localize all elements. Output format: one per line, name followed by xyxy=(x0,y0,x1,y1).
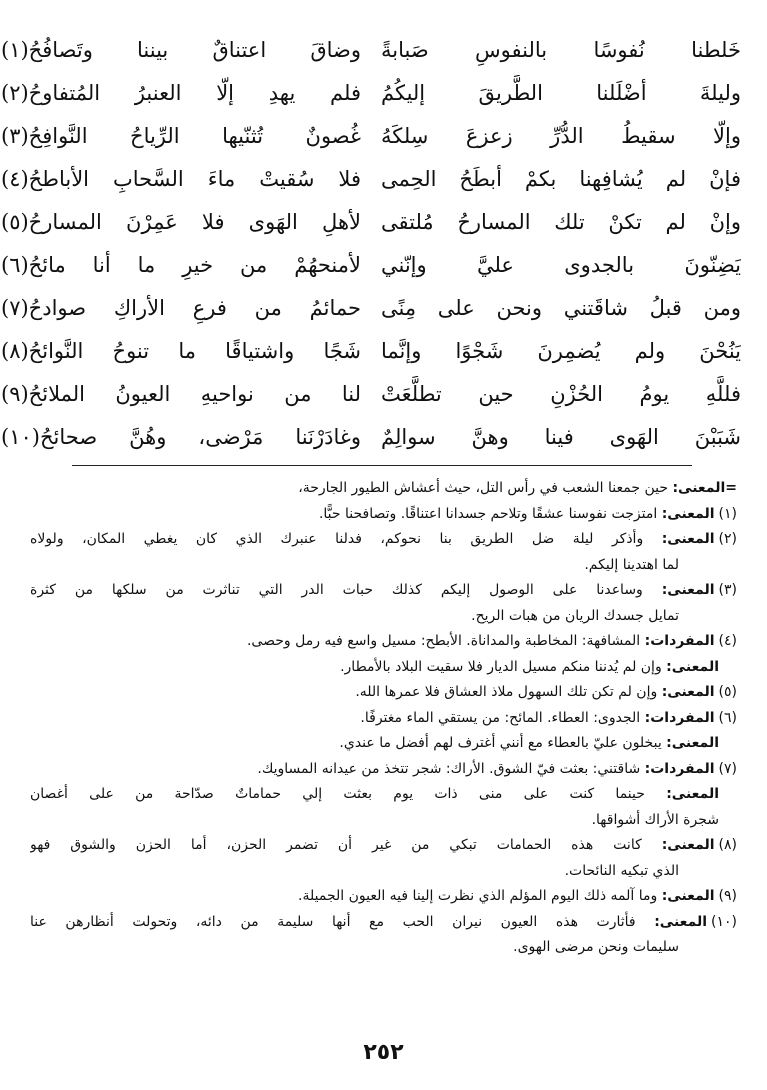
footnote-text: وساعدنا على الوصول إليكم كذلك حبات الدر التي تناثرت من سلكها من كثرة xyxy=(30,582,643,598)
footnote-line xyxy=(30,910,737,936)
verse-second-half: شَجًا واشتياقًا ما تنوحُ النَّوائحُ(٨) xyxy=(1,339,361,363)
footnote-text: شجرة الأراك أشواقها. xyxy=(591,811,719,828)
footnote-line xyxy=(30,629,737,655)
footnote-line xyxy=(30,502,737,528)
footnote-text: كانت هذه الحمامات تبكي من غير أن تضمر الحزن، أما الحزن والشوق فهو xyxy=(30,837,642,853)
verse-second-half: حمائمُ من فرعِ الأراكِ صوادحُ(٧) xyxy=(1,296,361,320)
verse-second-half: وغادَرْنَنا مَرْضى، وهُنَّ صحائحُ(١٠) xyxy=(1,425,361,449)
footnote-line xyxy=(30,833,737,859)
footnote-text: سليمات ونحن مرضى الهوى. xyxy=(513,939,679,955)
footnote-label: المعنى: xyxy=(661,837,715,853)
verse-second-half: غُصونٌ تُثنّيها الرِّياحُ النَّوافِحُ(٣) xyxy=(1,124,361,148)
footnote-line xyxy=(30,782,737,808)
footnote-label: =المعنى: xyxy=(672,480,737,496)
footnote-text: يبخلون عليّ بالعطاء مع أنني أغترف لهم أفضل ما عندي. xyxy=(339,735,662,751)
footnote-text: حين جمعنا الشعب في رأس التل، حيث أعشاش الطيور الجارحة، xyxy=(298,480,668,496)
footnote-label: المعنى: xyxy=(654,913,708,930)
footnote-number: (١) xyxy=(718,505,737,522)
footnote-number: (٦) xyxy=(718,709,737,726)
footnote-label: المعنى: xyxy=(666,786,720,802)
footnote-text: وإن لم يُدننا منكم مسيل الديار فلا سقيت البلاد بالأمطار. xyxy=(340,658,662,675)
footnote-text: وما آلمه ذلك اليوم المؤلم الذي نظرت إلينا فيه العيون الجميلة. xyxy=(298,888,658,904)
verse-second-half: لنا من نواحيهِ العيونُ الملائحُ(٩) xyxy=(1,382,361,406)
footnote-number: (١٠) xyxy=(711,913,737,930)
footnote-text: الجدوى: العطاء. المائح: من يستقي الماء مغترفًا. xyxy=(360,709,641,726)
footnote-number: (٥) xyxy=(718,684,737,700)
verse-first-half: وليلةَ أضْلَلنا الطَّريقَ إليكُمُ xyxy=(381,81,741,105)
verse-first-half: وإلّا سقيطُ الدُّرِّ زعزعَ سِلكَهُ xyxy=(381,124,741,148)
footnote-label: المفردات: xyxy=(644,760,715,777)
page-number: ٢٥٢ xyxy=(363,1040,404,1065)
verse-first-half: يَنُحْنَ ولم يُضمِرنَ شَجْوًا وإنَّما xyxy=(381,339,741,363)
footnote-label: المعنى: xyxy=(666,735,719,751)
verse-second-half: فلم يهدِ إلّا العنبرُ المُتفاوحُ(٢) xyxy=(1,81,361,105)
footnote-line xyxy=(30,680,737,706)
footnote-line xyxy=(30,527,737,553)
footnote-label: المعنى: xyxy=(661,531,715,547)
footnote-label: المفردات: xyxy=(644,709,715,726)
verse-first-half: فللَّهِ يومُ الحُزْنِ حين تطلَّعَتْ xyxy=(381,382,741,406)
footnote-label: المعنى: xyxy=(666,658,719,675)
footnote-line xyxy=(30,884,737,910)
footnote-text: وإن لم تكن تلك السهول ملاذ العشاق فلا عمرها الله. xyxy=(355,684,658,700)
verse-first-half: خَلطنا نُفوسًا بالنفوسِ صَبابةً xyxy=(381,38,741,62)
footnote-text: لما اهتدينا إليكم. xyxy=(584,556,679,573)
footnote-text: حينما كنت على منى ذات يوم بعثت إلي حماماتٌ صدّاحة من على أغصان xyxy=(30,786,645,802)
footnote-line xyxy=(30,604,737,630)
footnote-number: (٢) xyxy=(718,531,737,547)
verse-second-half: وضاقَ اعتناقٌ بيننا وتَصافُحُ(١) xyxy=(1,38,361,62)
footnote-text: امتزجت نفوسنا عشقًا وتلاحم جسدانا اعتناقًا. وتصافحنا حبًّا. xyxy=(318,505,658,522)
footnotes xyxy=(30,476,737,961)
footnote-line xyxy=(30,578,737,604)
footnote-divider xyxy=(72,465,692,466)
footnote-line xyxy=(30,706,737,732)
footnote-text: وأذكر ليلة ضل الطريق بنا نحوكم، فدلنا عنبرك الذي كان يغطي المكان، ولولاه xyxy=(30,531,644,547)
footnote-label: المفردات: xyxy=(644,633,715,649)
verse-second-half: لأهلِ الهَوى فلا عَمِرْنَ المسارحُ(٥) xyxy=(1,210,361,234)
footnote-text: فأثارت هذه العيون نيران الحب مع أنها سليمة من دائه، وتحولت أنظارهن عنا xyxy=(30,913,636,930)
footnote-line xyxy=(30,476,737,502)
footnote-line xyxy=(30,655,737,681)
footnote-number: (٤) xyxy=(718,633,737,649)
verse-second-half: لأمنحهُمْ من خيرِ ما أنا مائحُ(٦) xyxy=(1,253,361,277)
footnote-number: (٧) xyxy=(718,760,737,777)
verse-first-half: وإنْ لم تكنْ تلك المسارحُ مُلتقى xyxy=(381,210,741,234)
verse-second-half: فلا سُقيتْ ماءَ السَّحابِ الأباطحُ(٤) xyxy=(1,167,361,191)
verse-first-half: ومن قبلُ شاقَتني ونحن على مِنًى xyxy=(381,296,741,320)
footnote-line xyxy=(30,731,737,757)
footnote-number: (٩) xyxy=(718,888,737,904)
footnote-text: الذي تبكيه النائحات. xyxy=(564,862,679,879)
footnote-line xyxy=(30,757,737,783)
footnote-text: شاقتني: بعثت فيّ الشوق. الأراك: شجر تتخذ من عيدانه المساويك. xyxy=(257,760,641,777)
verse-first-half: شَبَبْنَ الهَوى فينا وهنَّ سوالِمٌ xyxy=(381,425,741,449)
footnote-line xyxy=(30,859,737,885)
footnote-label: المعنى: xyxy=(661,888,715,904)
verse-first-half: فإنْ لم يُشافِهنا بكمْ أبطَحُ الحِمى xyxy=(381,167,741,191)
footnote-number: (٣) xyxy=(718,582,737,598)
footnote-text: المشافهة: المخاطبة والمداناة. الأبطح: مسيل واسع فيه رمل وحصى. xyxy=(246,633,641,649)
footnote-line xyxy=(30,808,737,834)
verse-first-half: يَضِنّونَ بالجدوى عليَّ وإنّني xyxy=(381,253,741,277)
footnote-number: (٨) xyxy=(718,837,737,853)
footnote-text: تمايل جسدك الريان من هبات الريح. xyxy=(471,607,679,624)
footnote-line xyxy=(30,935,737,961)
footnote-label: المعنى: xyxy=(661,505,715,522)
footnote-label: المعنى: xyxy=(661,582,715,598)
footnote-label: المعنى: xyxy=(661,684,715,700)
footnote-line xyxy=(30,553,737,579)
